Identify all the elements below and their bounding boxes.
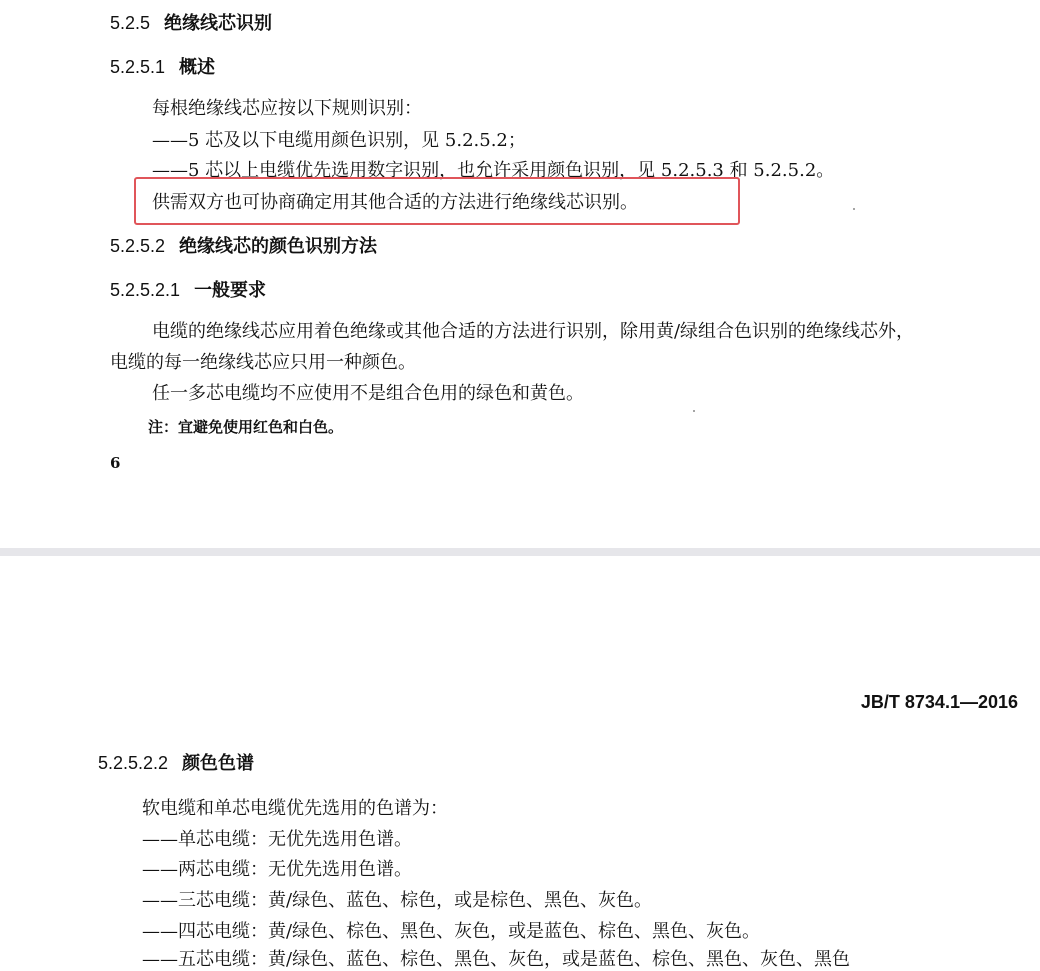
overview-item-2: ——5 芯以上电缆优先选用数字识别，也允许采用颜色识别，见 5.2.5.3 和 5.2.5.2。 bbox=[152, 160, 835, 181]
highlighted-sentence: 供需双方也可协商确定用其他合适的方法进行绝缘线芯识别。 bbox=[152, 192, 638, 213]
page-number: 6 bbox=[110, 454, 121, 472]
section-heading-5-2-5-2-2 bbox=[98, 752, 254, 775]
page-separator bbox=[0, 548, 1040, 556]
section-number: 5.2.5.2.2 bbox=[98, 753, 169, 773]
document-page-2 bbox=[0, 556, 1040, 970]
spectrum-three-core: ——三芯电缆：黄/绿色、蓝色、棕色，或是棕色、黑色、灰色。 bbox=[142, 890, 653, 911]
section-number: 5.2.5 bbox=[110, 13, 151, 33]
scan-speck bbox=[853, 208, 855, 210]
section-heading-5-2-5-2 bbox=[110, 235, 377, 258]
spectrum-single-core: ——单芯电缆：无优先选用色谱。 bbox=[142, 829, 412, 850]
spectrum-intro: 软电缆和单芯电缆优先选用的色谱为： bbox=[142, 798, 448, 819]
highlight-box bbox=[134, 177, 740, 225]
section-number: 5.2.5.2.1 bbox=[110, 280, 181, 300]
scan-speck bbox=[693, 410, 695, 412]
section-number: 5.2.5.1 bbox=[110, 57, 166, 77]
general-paragraph-1a: 电缆的绝缘线芯应用着色绝缘或其他合适的方法进行识别，除用黄/绿组合色识别的绝缘线芯外， bbox=[152, 321, 915, 342]
standard-code-header: JB/T 8734.1—2016 bbox=[860, 692, 1018, 712]
general-paragraph-1b: 电缆的每一绝缘线芯应只用一种颜色。 bbox=[110, 352, 416, 373]
general-paragraph-2: 任一多芯电缆均不应使用不是组合色用的绿色和黄色。 bbox=[152, 383, 584, 404]
section-title: 绝缘线芯识别 bbox=[164, 13, 273, 34]
section-title: 一般要求 bbox=[194, 280, 267, 301]
section-heading-5-2-5 bbox=[110, 12, 272, 35]
general-note: 注：宜避免使用红色和白色。 bbox=[148, 418, 344, 436]
overview-intro: 每根绝缘线芯应按以下规则识别： bbox=[152, 98, 422, 119]
section-title: 概述 bbox=[179, 57, 216, 78]
section-heading-5-2-5-2-1 bbox=[110, 279, 266, 302]
section-number: 5.2.5.2 bbox=[110, 236, 166, 256]
spectrum-five-core-partial: ——五芯电缆：黄/绿色、蓝色、棕色、黑色、灰色，或是蓝色、棕色、黑色、灰色、黑色 bbox=[142, 949, 851, 970]
section-heading-5-2-5-1 bbox=[110, 56, 215, 79]
section-title: 颜色色谱 bbox=[182, 753, 255, 774]
section-title: 绝缘线芯的颜色识别方法 bbox=[179, 236, 378, 257]
overview-item-1: ——5 芯及以下电缆用颜色识别，见 5.2.5.2； bbox=[152, 130, 526, 151]
spectrum-four-core: ——四芯电缆：黄/绿色、棕色、黑色、灰色，或是蓝色、棕色、黑色、灰色。 bbox=[142, 921, 761, 942]
spectrum-two-core: ——两芯电缆：无优先选用色谱。 bbox=[142, 859, 412, 880]
